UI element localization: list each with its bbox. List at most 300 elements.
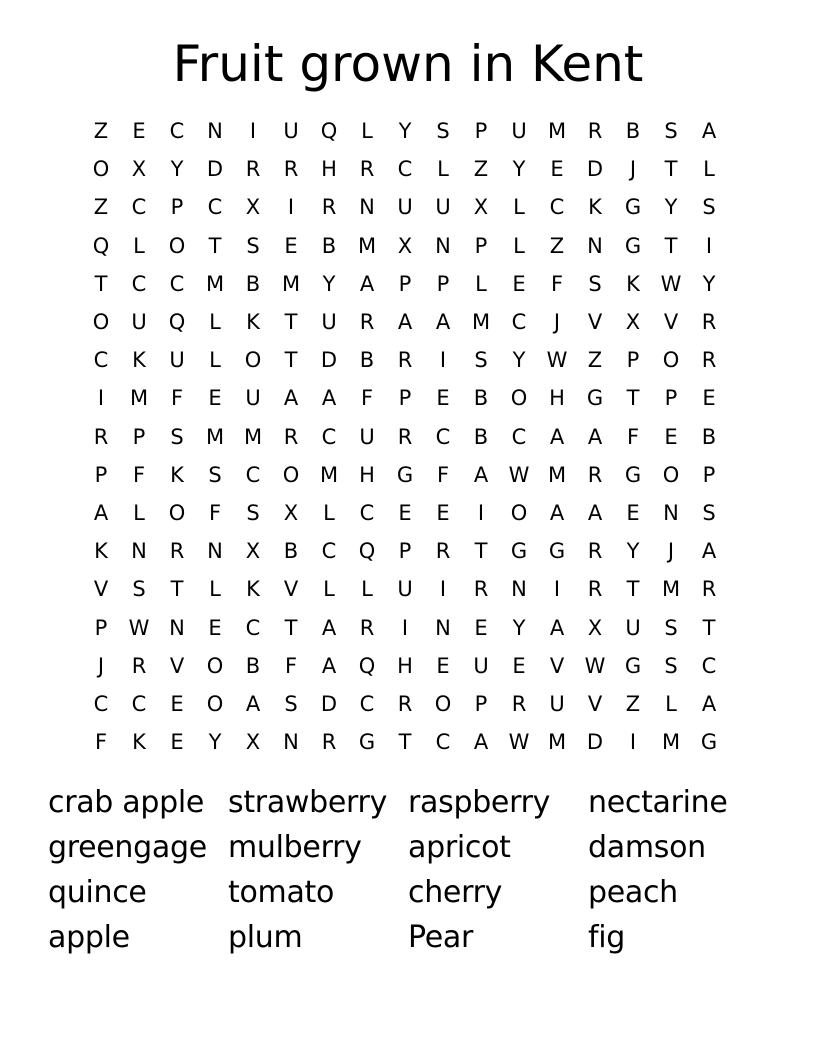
grid-letter: B [245, 653, 261, 678]
grid-letter: L [133, 233, 145, 258]
grid-letter: M [243, 424, 263, 449]
grid-letter: X [587, 615, 603, 640]
grid-letter: C [701, 653, 717, 678]
word-list-item: damson [588, 830, 706, 865]
grid-letter: C [131, 271, 147, 296]
grid-letter: O [92, 310, 110, 335]
grid-letter: M [471, 310, 491, 335]
grid-letter: N [207, 119, 223, 144]
grid-letter: W [584, 653, 606, 678]
grid-letter: O [662, 348, 680, 373]
grid-letter: O [92, 157, 110, 182]
word-list-item: crab apple [48, 785, 205, 820]
grid-letter: C [511, 310, 527, 335]
grid-letter: C [549, 195, 565, 220]
grid-letter: A [435, 310, 451, 335]
grid-letter: G [396, 462, 414, 487]
grid-letter: J [553, 310, 561, 335]
grid-letter: A [321, 615, 337, 640]
grid-letter: T [702, 615, 716, 640]
word-list [48, 780, 788, 960]
grid-letter: G [624, 233, 642, 258]
grid-letter: P [132, 424, 146, 449]
grid-letter: U [549, 691, 565, 716]
grid-letter: P [474, 691, 488, 716]
grid-letter: B [473, 424, 489, 449]
grid-letter: T [284, 615, 298, 640]
grid-letter: R [359, 615, 375, 640]
grid-letter: L [323, 500, 335, 525]
grid-letter: K [132, 730, 146, 755]
grid-letter: N [435, 615, 451, 640]
grid-letter: P [398, 539, 412, 564]
grid-letter: R [511, 691, 527, 716]
word-list-item: apricot [408, 830, 511, 865]
grid-letter: H [321, 157, 337, 182]
grid-letter: R [397, 424, 413, 449]
grid-letter: L [475, 271, 487, 296]
grid-letter: U [131, 310, 147, 335]
grid-letter: E [550, 157, 564, 182]
grid-letter: D [206, 157, 224, 182]
word-list-item: fig [588, 920, 626, 955]
grid-letter: A [359, 271, 375, 296]
grid-letter: K [94, 539, 108, 564]
grid-letter: L [703, 157, 715, 182]
grid-letter: C [93, 691, 109, 716]
grid-letter: N [435, 233, 451, 258]
grid-letter: T [626, 386, 640, 411]
grid-letter: H [359, 462, 375, 487]
grid-letter: A [93, 500, 109, 525]
grid-letter: E [626, 500, 640, 525]
grid-letter: T [208, 233, 222, 258]
grid-letter: O [434, 691, 452, 716]
grid-letter: U [321, 310, 337, 335]
grid-letter: I [249, 119, 257, 144]
grid-letter: I [439, 577, 447, 602]
grid-letter: G [624, 653, 642, 678]
grid-letter: C [169, 119, 185, 144]
grid-letter: O [510, 500, 528, 525]
grid-letter: S [664, 119, 678, 144]
grid-letter: X [245, 539, 261, 564]
grid-letter: P [474, 233, 488, 258]
grid-letter: L [665, 691, 677, 716]
grid-letter: A [701, 691, 717, 716]
word-list-item: Pear [408, 920, 473, 955]
grid-letter: P [94, 462, 108, 487]
grid-letter: S [702, 195, 716, 220]
word-list-item: plum [228, 920, 303, 955]
grid-letter: I [287, 195, 295, 220]
grid-letter: P [398, 271, 412, 296]
grid-letter: N [169, 615, 185, 640]
grid-letter: R [283, 424, 299, 449]
grid-letter: X [283, 500, 299, 525]
grid-letter: A [473, 462, 489, 487]
grid-letter: R [131, 653, 147, 678]
grid-letter: A [549, 424, 565, 449]
grid-letter: A [283, 386, 299, 411]
grid-letter: I [477, 500, 485, 525]
grid-letter: U [435, 195, 451, 220]
grid-letter: U [511, 119, 527, 144]
grid-letter: T [398, 730, 412, 755]
grid-letter: I [629, 730, 637, 755]
grid-letter: U [359, 424, 375, 449]
grid-letter: Q [358, 653, 376, 678]
grid-letter: M [547, 462, 567, 487]
grid-letter: L [513, 233, 525, 258]
grid-letter: M [205, 424, 225, 449]
grid-letter: M [661, 730, 681, 755]
grid-letter: I [553, 577, 561, 602]
grid-letter: L [209, 310, 221, 335]
grid-letter: P [626, 348, 640, 373]
grid-letter: C [93, 348, 109, 373]
grid-letter: T [284, 310, 298, 335]
grid-letter: R [321, 730, 337, 755]
grid-letter: C [245, 615, 261, 640]
grid-letter: G [510, 539, 528, 564]
grid-letter: C [131, 691, 147, 716]
grid-letter: S [702, 500, 716, 525]
grid-letter: D [586, 157, 604, 182]
grid-letter: R [587, 539, 603, 564]
grid-letter: E [132, 119, 146, 144]
grid-letter: C [131, 195, 147, 220]
grid-letter: L [361, 577, 373, 602]
grid-letter: Y [512, 157, 526, 182]
grid-letter: C [207, 195, 223, 220]
grid-letter: Q [92, 233, 110, 258]
grid-letter: M [547, 119, 567, 144]
grid-letter: X [245, 195, 261, 220]
grid-letter: P [398, 386, 412, 411]
grid-letter: Q [358, 539, 376, 564]
grid-letter: Y [208, 730, 222, 755]
grid-letter: Q [168, 310, 186, 335]
word-list-item: tomato [228, 875, 335, 910]
grid-letter: L [209, 348, 221, 373]
grid-letter: C [321, 539, 337, 564]
grid-letter: Z [625, 691, 641, 716]
grid-letter: C [245, 462, 261, 487]
grid-letter: U [283, 119, 299, 144]
grid-letter: U [169, 348, 185, 373]
grid-letter: C [397, 157, 413, 182]
grid-letter: X [397, 233, 413, 258]
grid-letter: A [473, 730, 489, 755]
grid-letter: R [397, 348, 413, 373]
grid-letter: E [398, 500, 412, 525]
grid-letter: M [547, 730, 567, 755]
grid-letter: U [625, 615, 641, 640]
grid-letter: L [323, 577, 335, 602]
word-list-item: quince [48, 875, 147, 910]
grid-letter: M [319, 462, 339, 487]
grid-letter: V [587, 310, 603, 335]
word-list-item: raspberry [408, 785, 551, 820]
grid-letter: V [169, 653, 185, 678]
grid-letter: X [245, 730, 261, 755]
grid-letter: P [664, 386, 678, 411]
grid-letter: R [435, 539, 451, 564]
grid-letter: L [133, 500, 145, 525]
word-list-item: nectarine [588, 785, 728, 820]
grid-letter: V [549, 653, 565, 678]
grid-letter: I [439, 348, 447, 373]
grid-letter: Z [93, 119, 109, 144]
grid-letter: E [702, 386, 716, 411]
grid-letter: B [283, 539, 299, 564]
grid-letter: C [359, 691, 375, 716]
grid-letter: Y [626, 539, 640, 564]
grid-letter: S [588, 271, 602, 296]
grid-letter: O [662, 462, 680, 487]
grid-letter: K [626, 271, 640, 296]
grid-letter: S [436, 119, 450, 144]
grid-letter: P [170, 195, 184, 220]
grid-letter: M [281, 271, 301, 296]
grid-letter: A [397, 310, 413, 335]
grid-letter: K [246, 577, 260, 602]
grid-letter: A [321, 653, 337, 678]
grid-letter: A [587, 500, 603, 525]
grid-letter: B [245, 271, 261, 296]
grid-letter: O [168, 500, 186, 525]
grid-letter: Z [549, 233, 565, 258]
grid-letter: J [667, 539, 675, 564]
grid-letter: K [588, 195, 602, 220]
grid-letter: Q [320, 119, 338, 144]
grid-letter: T [284, 348, 298, 373]
grid-letter: R [701, 348, 717, 373]
page-title: Fruit grown in Kent [172, 35, 644, 93]
grid-letter: A [321, 386, 337, 411]
grid-letter: Y [398, 119, 412, 144]
grid-letter: F [550, 271, 564, 296]
grid-letter: E [436, 386, 450, 411]
grid-letter: R [587, 577, 603, 602]
grid-letter: D [320, 691, 338, 716]
word-list-item: greengage [48, 830, 207, 865]
grid-letter: K [246, 310, 260, 335]
grid-letter: U [397, 195, 413, 220]
grid-letter: E [208, 615, 222, 640]
grid-letter: O [510, 386, 528, 411]
grid-letter: F [132, 462, 146, 487]
grid-letter: L [209, 577, 221, 602]
grid-letter: I [97, 386, 105, 411]
grid-letter: G [624, 195, 642, 220]
grid-letter: N [511, 577, 527, 602]
grid-letter: C [435, 730, 451, 755]
grid-letter: I [401, 615, 409, 640]
grid-letter: Z [587, 348, 603, 373]
grid-letter: V [587, 691, 603, 716]
grid-letter: B [359, 348, 375, 373]
grid-letter: S [246, 233, 260, 258]
grid-letter: B [701, 424, 717, 449]
grid-letter: M [661, 577, 681, 602]
grid-letter: R [587, 119, 603, 144]
grid-letter: B [473, 386, 489, 411]
word-list-item: strawberry [228, 785, 388, 820]
grid-letter: W [660, 271, 682, 296]
grid-letter: A [587, 424, 603, 449]
grid-letter: P [94, 615, 108, 640]
grid-letter: A [245, 691, 261, 716]
grid-letter: R [359, 157, 375, 182]
grid-letter: T [664, 233, 678, 258]
grid-letter: U [397, 577, 413, 602]
grid-letter: L [513, 195, 525, 220]
grid-letter: F [208, 500, 222, 525]
grid-letter: I [705, 233, 713, 258]
grid-letter: J [97, 653, 105, 678]
grid-letter: A [701, 539, 717, 564]
grid-letter: M [357, 233, 377, 258]
grid-letter: B [625, 119, 641, 144]
grid-letter: O [206, 691, 224, 716]
grid-letter: N [283, 730, 299, 755]
grid-letter: G [624, 462, 642, 487]
grid-letter: S [170, 424, 184, 449]
grid-letter: P [436, 271, 450, 296]
grid-letter: V [93, 577, 109, 602]
grid-letter: E [284, 233, 298, 258]
grid-letter: S [474, 348, 488, 373]
grid-letter: S [664, 653, 678, 678]
grid-letter: T [474, 539, 488, 564]
grid-letter: K [170, 462, 184, 487]
grid-letter: W [508, 462, 530, 487]
grid-letter: E [436, 500, 450, 525]
grid-letter: S [664, 615, 678, 640]
grid-letter: N [587, 233, 603, 258]
grid-letter: F [170, 386, 184, 411]
grid-letter: E [170, 730, 184, 755]
word-list-item: mulberry [228, 830, 362, 865]
grid-letter: T [626, 577, 640, 602]
grid-letter: U [473, 653, 489, 678]
word-list-item: peach [588, 875, 678, 910]
grid-letter: U [245, 386, 261, 411]
grid-letter: J [629, 157, 637, 182]
grid-letter: E [208, 386, 222, 411]
grid-letter: D [586, 730, 604, 755]
grid-letter: G [358, 730, 376, 755]
grid-letter: R [93, 424, 109, 449]
grid-letter: V [283, 577, 299, 602]
grid-letter: T [170, 577, 184, 602]
letter-grid [82, 112, 730, 761]
grid-letter: X [131, 157, 147, 182]
grid-letter: Y [702, 271, 716, 296]
grid-letter: O [168, 233, 186, 258]
grid-letter: E [664, 424, 678, 449]
grid-letter: P [474, 119, 488, 144]
grid-letter: P [702, 462, 716, 487]
grid-letter: R [359, 310, 375, 335]
grid-letter: Y [170, 157, 184, 182]
grid-letter: Y [322, 271, 336, 296]
grid-letter: C [321, 424, 337, 449]
grid-letter: F [284, 653, 298, 678]
grid-letter: A [549, 615, 565, 640]
grid-letter: W [546, 348, 568, 373]
grid-letter: R [701, 310, 717, 335]
grid-letter: G [548, 539, 566, 564]
grid-letter: K [132, 348, 146, 373]
grid-letter: L [437, 157, 449, 182]
grid-letter: E [512, 653, 526, 678]
grid-letter: T [664, 157, 678, 182]
grid-letter: E [170, 691, 184, 716]
grid-letter: H [397, 653, 413, 678]
grid-letter: E [474, 615, 488, 640]
grid-letter: L [361, 119, 373, 144]
grid-letter: X [473, 195, 489, 220]
grid-letter: R [169, 539, 185, 564]
grid-letter: R [473, 577, 489, 602]
grid-letter: Z [93, 195, 109, 220]
grid-letter: O [206, 653, 224, 678]
grid-letter: B [321, 233, 337, 258]
grid-letter: E [436, 653, 450, 678]
grid-letter: C [169, 271, 185, 296]
grid-letter: D [320, 348, 338, 373]
grid-letter: G [586, 386, 604, 411]
grid-letter: S [132, 577, 146, 602]
grid-letter: C [435, 424, 451, 449]
grid-letter: G [700, 730, 718, 755]
grid-letter: R [397, 691, 413, 716]
grid-letter: T [94, 271, 108, 296]
grid-letter: R [701, 577, 717, 602]
grid-letter: F [94, 730, 108, 755]
grid-letter: F [626, 424, 640, 449]
grid-letter: N [131, 539, 147, 564]
grid-letter: R [321, 195, 337, 220]
grid-letter: F [436, 462, 450, 487]
word-list-item: cherry [408, 875, 503, 910]
grid-letter: R [245, 157, 261, 182]
grid-letter: F [360, 386, 374, 411]
grid-letter: R [283, 157, 299, 182]
grid-letter: Y [512, 615, 526, 640]
grid-letter: S [284, 691, 298, 716]
grid-letter: M [129, 386, 149, 411]
grid-letter: O [282, 462, 300, 487]
grid-letter: C [511, 424, 527, 449]
grid-letter: V [663, 310, 679, 335]
grid-letter: W [508, 730, 530, 755]
grid-letter: Y [664, 195, 678, 220]
grid-letter: X [625, 310, 641, 335]
grid-letter: Z [473, 157, 489, 182]
grid-letter: N [359, 195, 375, 220]
grid-letter: S [208, 462, 222, 487]
grid-letter: N [663, 500, 679, 525]
grid-letter: A [549, 500, 565, 525]
grid-letter: Y [512, 348, 526, 373]
grid-letter: E [512, 271, 526, 296]
grid-letter: N [207, 539, 223, 564]
grid-letter: A [701, 119, 717, 144]
